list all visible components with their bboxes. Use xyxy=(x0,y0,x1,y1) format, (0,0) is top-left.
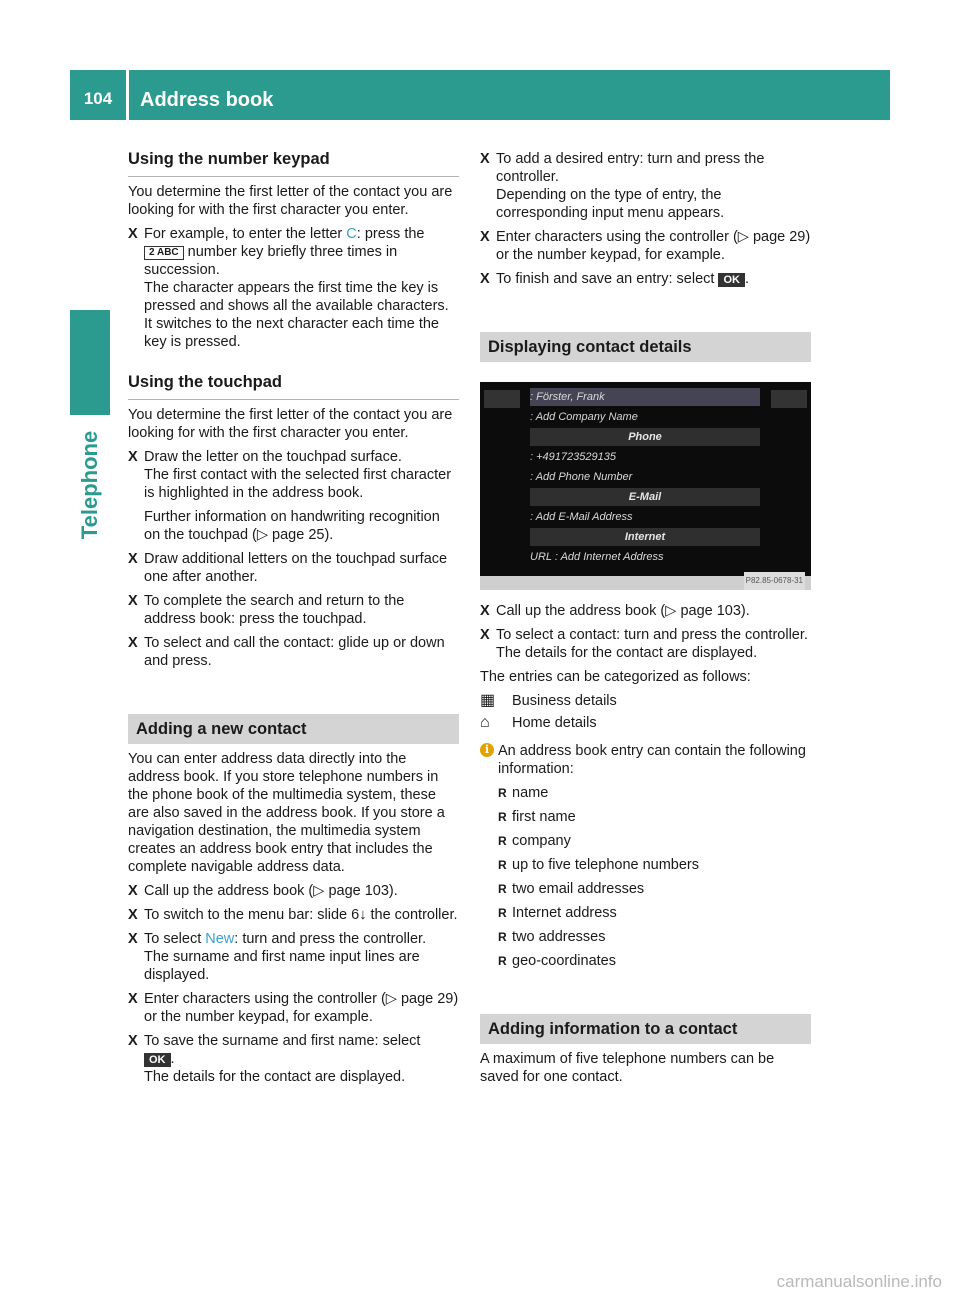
step: X To select a contact: turn and press the controller. The details for the contact are displayed. xyxy=(480,626,811,662)
ok-key-icon: OK xyxy=(144,1053,171,1067)
screen-row: : +491723529135 xyxy=(530,451,616,463)
paragraph: The entries can be categorized as follows: xyxy=(480,669,751,685)
info-icon: i xyxy=(480,743,494,757)
section-title: Adding a new contact xyxy=(128,714,459,744)
step: X Draw the letter on the touchpad surface. The first contact with the selected first character is highlighted in the address book. xyxy=(128,448,459,502)
chapter-title: Address book xyxy=(140,89,274,111)
screen-row: URL : Add Internet Address xyxy=(530,551,664,563)
section-title: Displaying contact details xyxy=(480,332,811,362)
list-item: R up to five telephone numbers xyxy=(498,856,811,874)
list-item: R geo-coordinates xyxy=(498,952,811,970)
header-divider xyxy=(126,70,129,120)
step: X To finish and save an entry: select OK . xyxy=(480,270,811,288)
page-number: 104 xyxy=(83,89,113,108)
section-title: Adding information to a contact xyxy=(480,1014,811,1044)
screen-header: Internet xyxy=(530,528,760,546)
step: X Draw additional letters on the touchpad surface one after another. xyxy=(128,550,459,586)
sidebar-tab xyxy=(70,310,110,415)
step: X Enter characters using the controller (▷ page 29) or the number keypad, for example. xyxy=(128,990,459,1026)
contact-details-screenshot xyxy=(480,382,811,590)
step: X To add a desired entry: turn and press the controller. Depending on the type of entry, the corresponding input menu appears. xyxy=(480,150,811,222)
step: X For example, to enter the letter C: press the 2 ABC number key briefly three times in succession. The character appears the first time the key is pressed and shows all the available characters. It switches to the next character each time the key is pressed. xyxy=(128,225,459,351)
list-item: R company xyxy=(498,832,811,850)
ok-key-icon: OK xyxy=(718,273,745,287)
step: X To select and call the contact: glide up or down and press. xyxy=(128,634,459,670)
paragraph: You can enter address data directly into the address book. If you store telephone numbers in the phone book of the multimedia system, these are also saved in the address book. If you store a navigation destination, the multimedia system creates an address book entry that includes the complete navigable address data. xyxy=(128,751,445,875)
category-business: ▦ Business details xyxy=(480,692,617,709)
number-key-icon: 2 ABC xyxy=(144,246,184,260)
sidebar-label: Telephone xyxy=(77,430,102,540)
right-column xyxy=(480,150,811,1086)
step: X To save the surname and first name: select OK . The details for the contact are displayed. xyxy=(128,1032,459,1086)
left-column xyxy=(128,150,459,1086)
step: X Call up the address book (▷ page 103). xyxy=(480,602,811,620)
screen-row: : Add Phone Number xyxy=(530,471,633,483)
menu-icon xyxy=(771,390,807,408)
step: X To switch to the menu bar: slide 6↓ the controller. xyxy=(128,906,459,924)
paragraph: A maximum of five telephone numbers can be saved for one contact. xyxy=(480,1051,775,1085)
back-icon xyxy=(484,390,520,408)
screen-row: : Förster, Frank xyxy=(530,388,760,406)
screen-row: : Add E-Mail Address xyxy=(530,511,633,523)
section-title: Using the touchpad xyxy=(128,373,459,400)
home-icon: ⌂ xyxy=(480,714,490,731)
list-item: R first name xyxy=(498,808,811,826)
screen-header: E-Mail xyxy=(530,488,760,506)
list-item: R Internet address xyxy=(498,904,811,922)
step: X To complete the search and return to the address book: press the touchpad. xyxy=(128,592,459,628)
list-item: R two addresses xyxy=(498,928,811,946)
keyword: New xyxy=(205,931,235,947)
list-item: R name xyxy=(498,784,811,802)
watermark: carmanualsonline.info xyxy=(776,1272,942,1291)
step: X To select New: turn and press the controller. The surname and first name input lines are displayed. xyxy=(128,930,459,984)
step: X Enter characters using the controller (▷ page 29) or the number keypad, for example. xyxy=(480,228,811,264)
category-home: ⌂ Home details xyxy=(480,714,597,731)
step-note: Further information on handwriting recognition on the touchpad (▷ page 25). xyxy=(144,509,440,543)
paragraph: You determine the first letter of the contact you are looking for with the first character you enter. xyxy=(128,184,453,218)
keyword: C xyxy=(346,226,357,242)
screen-row: : Add Company Name xyxy=(530,411,638,423)
business-icon: ▦ xyxy=(480,692,496,709)
list-item: R two email addresses xyxy=(498,880,811,898)
step: X Call up the address book (▷ page 103). xyxy=(128,882,459,900)
screen-header: Phone xyxy=(530,428,760,446)
figure-caption: P82.85-0678-31 xyxy=(744,572,805,590)
section-title: Using the number keypad xyxy=(128,150,459,177)
info-note: i An address book entry can contain the following information: xyxy=(480,742,811,778)
paragraph: You determine the first letter of the contact you are looking for with the first character you enter. xyxy=(128,407,453,441)
